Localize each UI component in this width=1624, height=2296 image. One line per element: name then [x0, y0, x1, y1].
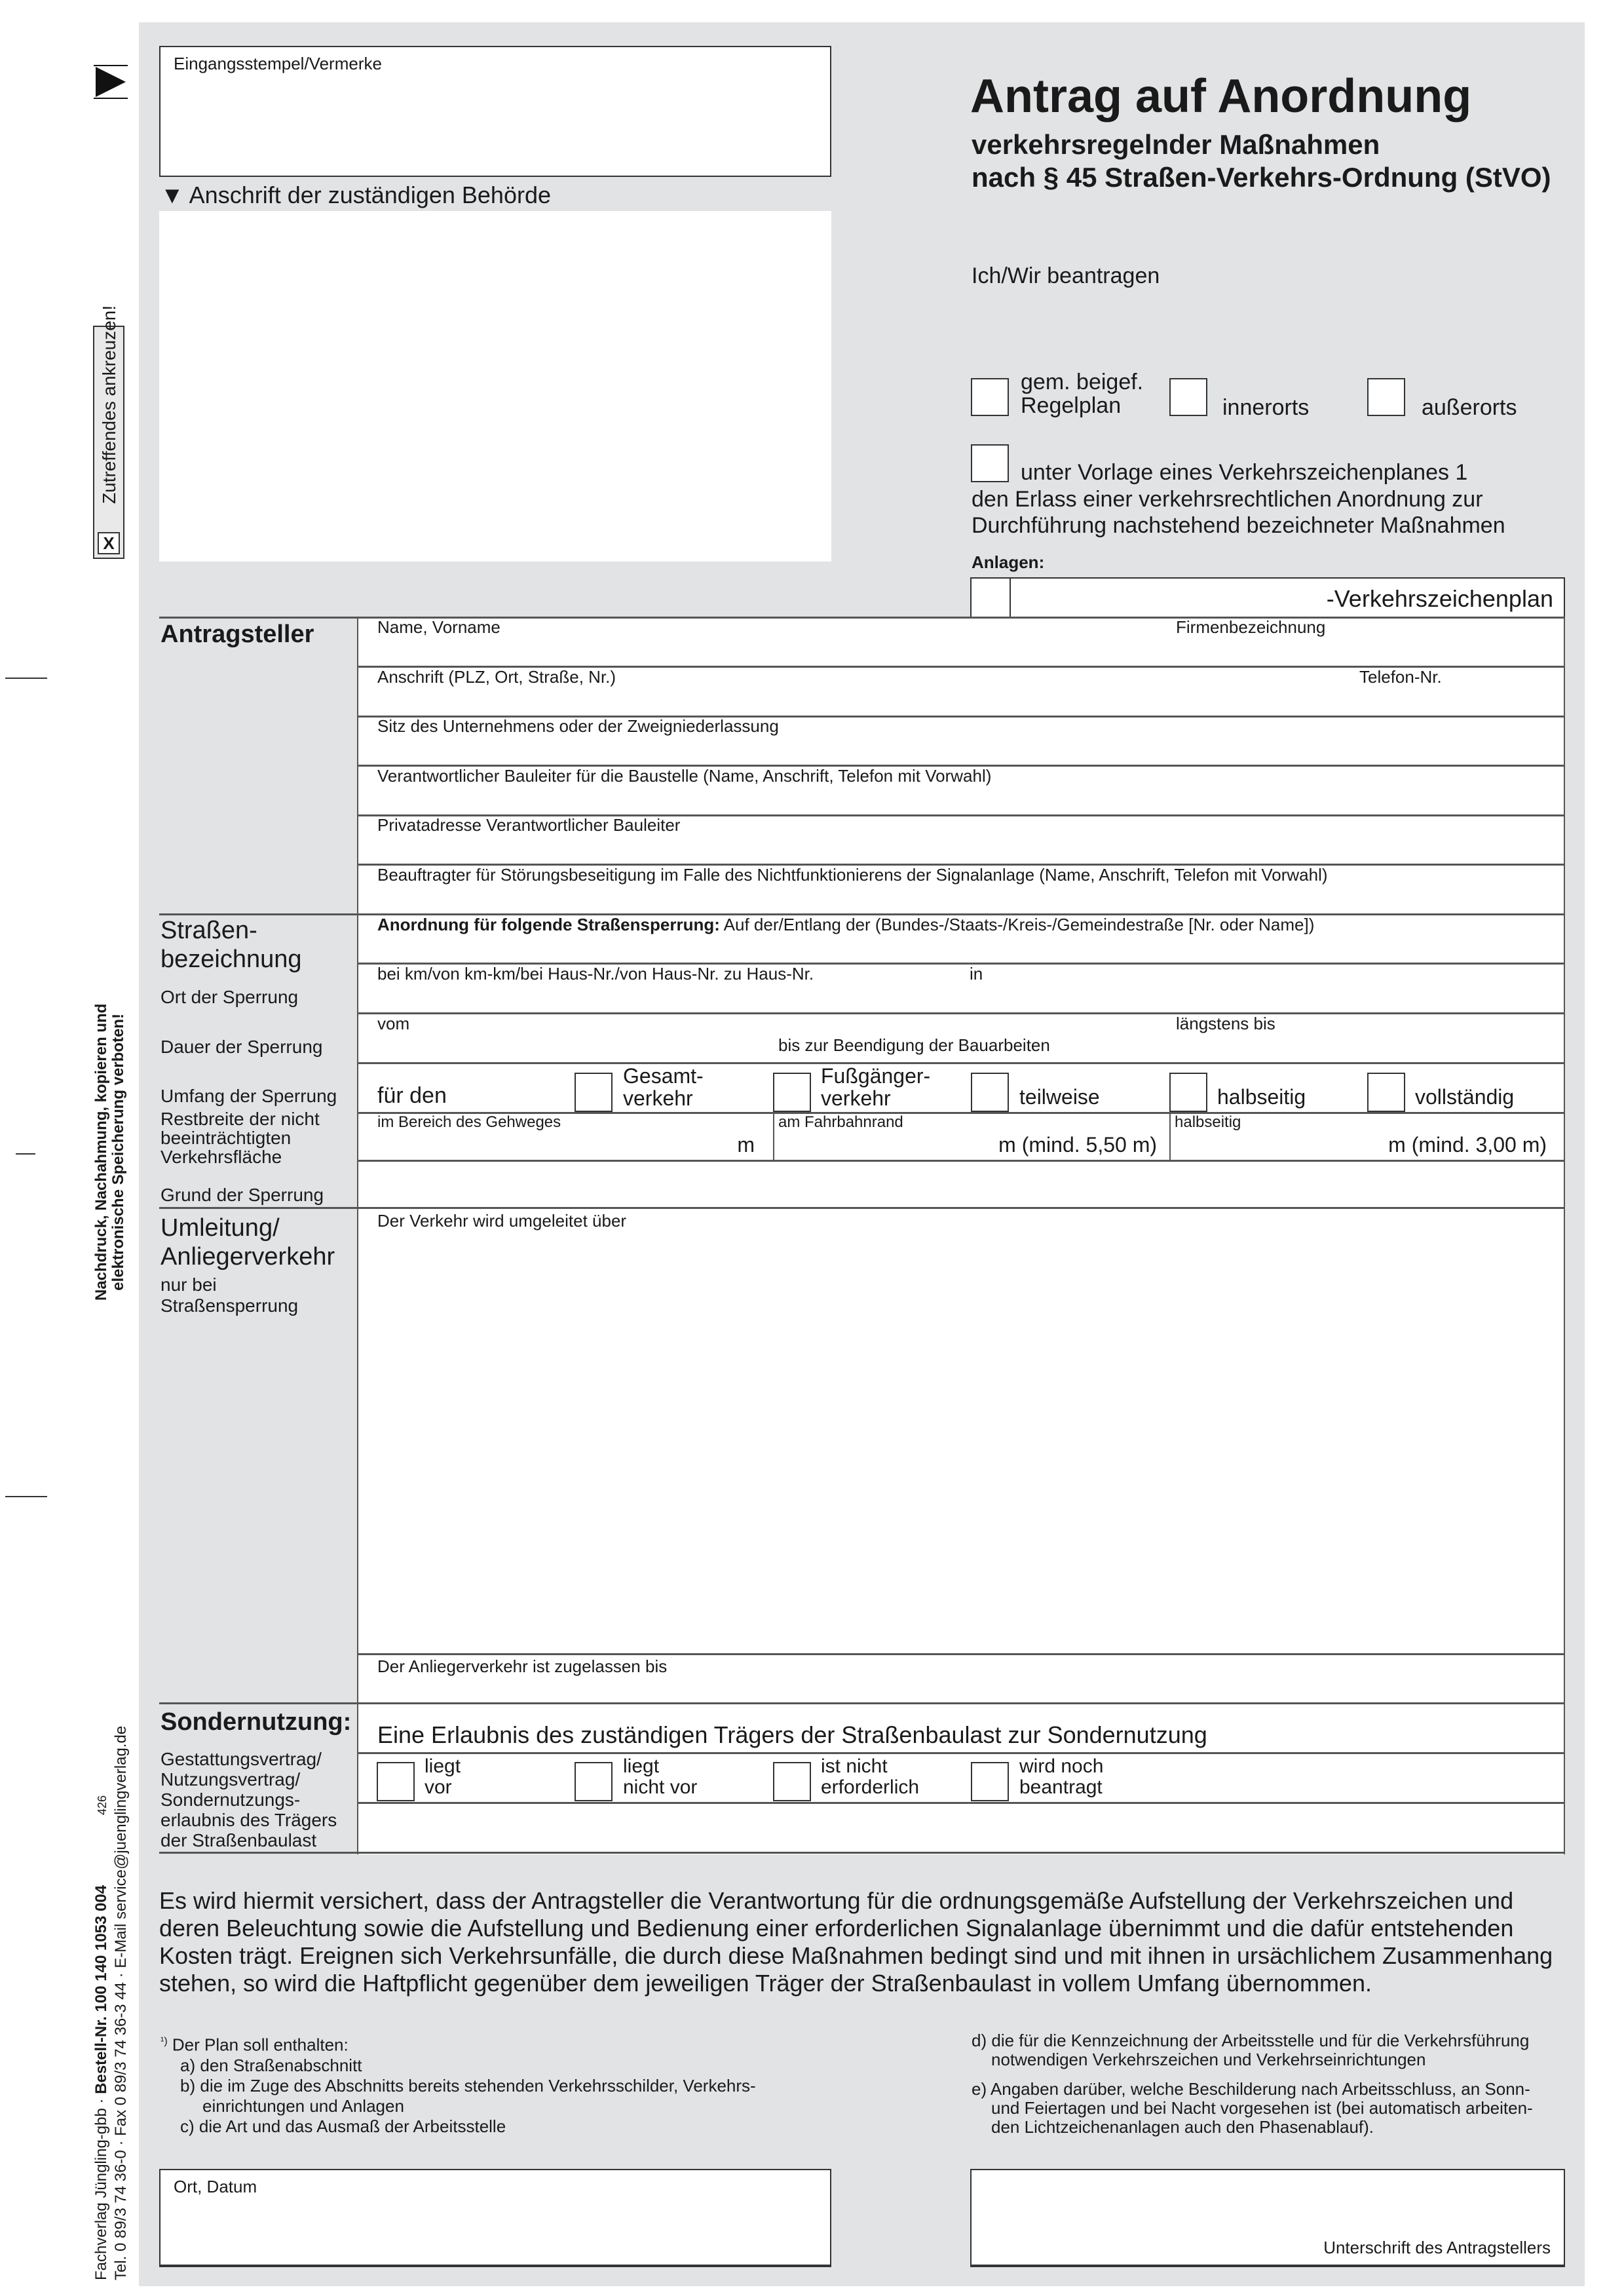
halbseitig-checkbox[interactable] [1169, 1073, 1207, 1112]
field-laengstens-bis[interactable] [1176, 1014, 1556, 1061]
label-line: erlaubnis des Trägers [161, 1810, 337, 1830]
row-divider [159, 1207, 1565, 1209]
stamp-box[interactable] [159, 46, 831, 177]
order-number: Bestell-Nr. 100 140 1053 004 [92, 1885, 110, 2094]
publisher-name: Fachverlag Jüngling-gbb · [92, 2094, 110, 2280]
label: im Bereich des Gehweges [377, 1113, 561, 1131]
signature-field[interactable] [970, 2169, 1565, 2267]
label: am Fahrbahnrand [778, 1113, 903, 1131]
item-marker: b) [180, 2075, 196, 2095]
label-nur-bei [161, 1274, 298, 1316]
footnote-item-cont: einrichtungen und Anlagen [202, 2095, 404, 2116]
ankreuzen-hint [93, 305, 124, 559]
field-restbreite-fahrbahn[interactable] [778, 1113, 1165, 1159]
sondernutzung-heading: Eine Erlaubnis des zuständigen Trägers der Straßenbaulast zur Sondernutzung [377, 1721, 1207, 1748]
teilweise-label: teilweise [1019, 1085, 1100, 1109]
row-divider [357, 1653, 1565, 1655]
label-line: bezeichnung [161, 946, 302, 973]
vorlage-checkbox[interactable] [971, 444, 1009, 482]
subtitle-line: verkehrsregelnder Maßnahmen [972, 129, 1380, 160]
subtitle [972, 128, 1551, 194]
item-marker: c) [180, 2116, 195, 2136]
vorlage-label: unter Vorlage eines Verkehrszeichenplanes 1 [1021, 460, 1468, 485]
field-beauftragter[interactable] [377, 865, 1557, 913]
label-line: wird noch [1019, 1755, 1104, 1777]
field-telefon[interactable] [1359, 667, 1556, 716]
authority-label-text: Anschrift der zuständigen Behörde [189, 182, 551, 208]
label-line: der Straßenbaulast [161, 1830, 317, 1850]
field-anlieger[interactable] [377, 1656, 1557, 1701]
field-anlieger-label: Der Anliegerverkehr ist zugelassen bis [377, 1656, 668, 1676]
label-line: verkehr [821, 1086, 891, 1110]
field-sitz[interactable] [377, 716, 1557, 765]
footnote-intro: Der Plan soll enthalten: [172, 2035, 349, 2055]
row-divider [357, 1752, 1565, 1754]
field-restbreite-halbseitig[interactable] [1175, 1113, 1561, 1159]
stamp-label: Eingangsstempel/Vermerke [174, 54, 382, 73]
footnote-item: Angaben darüber, welche Beschilderung nach Arbeitsschluss, an Sonn- [990, 2079, 1530, 2099]
footnote-item-cont: notwendigen Verkehrszeichen und Verkehrseinrichtungen [991, 2050, 1426, 2069]
field-firma[interactable] [1176, 617, 1556, 666]
label-line: erforderlich [821, 1776, 920, 1798]
anordnung-bold: Anordnung für folgende Straßensperrung: [377, 915, 720, 934]
label-restbreite [161, 1109, 320, 1166]
fold-mark [5, 678, 47, 679]
anordnung-rest: Auf der/Entlang der (Bundes-/Staats-/Kreis-/Gemeindestraße [Nr. oder Name]) [719, 915, 1315, 934]
wird-noch-beantragt-checkbox[interactable] [971, 1762, 1009, 1801]
declaration-line: stehen, so wird die Haftpflicht gegenüber dem jeweiligen Träger der Straßenbaulast in vollem Umfang übernommen. [159, 1970, 1372, 1997]
copyright-line: elektronische Speicherung verboten! [109, 1013, 127, 1291]
label-line: Sondernutzungs- [161, 1789, 301, 1810]
row-divider [159, 1702, 1565, 1704]
anlagen-checkbox[interactable] [972, 579, 1011, 617]
label-line: liegt [623, 1755, 660, 1777]
erlass-line: Durchführung nachstehend bezeichneter Maßnahmen [972, 513, 1505, 538]
copyright-line: Nachdruck, Nachahmung, kopieren und [92, 1003, 110, 1301]
label-strassenbezeichnung [161, 916, 302, 974]
liegt-vor-label [425, 1756, 461, 1798]
fold-mark [5, 1496, 47, 1497]
innerorts-checkbox[interactable] [1169, 378, 1207, 416]
ankreuzen-hint-text: Zutreffendes ankreuzen! [99, 305, 119, 504]
label-line: Nutzungsvertrag/ [161, 1769, 301, 1789]
field-sitz-label: Sitz des Unternehmens oder der Zweigniederlassung [377, 716, 779, 736]
label-line: liegt [425, 1755, 461, 1777]
footnote-item: die im Zuge des Abschnitts bereits stehenden Verkehrsschilder, Verkehrs- [200, 2075, 756, 2095]
label: halbseitig [1175, 1113, 1241, 1131]
footnotes-right [972, 2031, 1568, 2137]
label-line: Straßensperrung [161, 1295, 299, 1316]
publisher-contact: Tel. 0 89/3 74 36-0 · Fax 0 89/3 74 36-3 44 · E-Mail service@juenglingverlag.de [112, 1725, 130, 2280]
vollstaendig-checkbox[interactable] [1367, 1073, 1405, 1112]
field-privatadresse-label: Privatadresse Verantwortlicher Bauleiter [377, 815, 681, 835]
ort-datum-label: Ort, Datum [174, 2177, 257, 2196]
label-line: Gestattungsvertrag/ [161, 1749, 322, 1769]
liegt-vor-checkbox[interactable] [377, 1762, 415, 1801]
footnote-item-cont: den Lichtzeichenanlagen auch den Phasenablauf). [991, 2117, 1374, 2137]
field-ort-in-label: in [970, 964, 983, 984]
unit-m: m [737, 1133, 755, 1157]
field-umleitung[interactable] [377, 1211, 1557, 1650]
unit-min-300: m (mind. 3,00 m) [1388, 1133, 1547, 1157]
nicht-erforderlich-checkbox[interactable] [773, 1762, 811, 1801]
innerorts-label: innerorts [1222, 395, 1310, 420]
copyright-notice [93, 1004, 127, 1301]
authority-label [161, 182, 551, 209]
footnote-item: die Art und das Ausmaß der Arbeitsstelle [198, 2116, 506, 2136]
footnote-item: den Straßenabschnitt [200, 2055, 362, 2075]
fussgaengerverkehr-label [821, 1065, 930, 1109]
label-line: Fußgänger- [821, 1064, 931, 1088]
field-telefon-label: Telefon-Nr. [1359, 667, 1442, 687]
field-firma-label: Firmenbezeichnung [1176, 617, 1326, 637]
page-title: Antrag auf Anordnung [970, 70, 1472, 123]
field-bauleiter[interactable] [377, 766, 1557, 814]
row-divider [357, 1062, 1565, 1064]
gesamtverkehr-checkbox[interactable] [575, 1073, 613, 1112]
label-sondernutzung: Sondernutzung: [161, 1708, 352, 1736]
anlagen-item: -Verkehrszeichenplan [1326, 585, 1553, 612]
label-grund-der-sperrung: Grund der Sperrung [161, 1185, 324, 1205]
label-umfang-der-sperrung: Umfang der Sperrung [161, 1086, 337, 1106]
section-antragsteller: Antragsteller [161, 621, 314, 648]
field-sondernutzung-notes[interactable] [358, 1804, 1564, 1850]
signature-label: Unterschrift des Antragstellers [1323, 2238, 1551, 2257]
field-ort[interactable] [377, 964, 967, 1011]
label-line: ist nicht [821, 1755, 888, 1777]
subtitle-line: nach § 45 Straßen-Verkehrs-Ordnung (StVO) [972, 162, 1551, 193]
label-umleitung [161, 1214, 335, 1271]
footnote-item: die für die Kennzeichnung der Arbeitsstelle und für die Verkehrsführung [991, 2031, 1530, 2050]
label-line: nicht vor [623, 1776, 698, 1798]
bis-beendigung-text: bis zur Beendigung der Bauarbeiten [778, 1035, 1050, 1055]
declaration-text [159, 1887, 1568, 1997]
field-laengstens-label: längstens bis [1176, 1014, 1275, 1033]
footnotes-left [161, 2031, 829, 2137]
label-line: Restbreite der nicht [161, 1109, 320, 1129]
label-line: beeinträchtigten [161, 1128, 292, 1148]
field-ort-label: bei km/von km-km/bei Haus-Nr./von Haus-Nr. zu Haus-Nr. [377, 964, 814, 984]
fussgaengerverkehr-checkbox[interactable] [773, 1073, 811, 1112]
field-anordnung[interactable] [377, 915, 1557, 962]
intro-text: Ich/Wir beantragen [972, 263, 1160, 288]
field-ort-in[interactable] [970, 964, 1553, 1011]
field-name-label: Name, Vorname [377, 617, 500, 637]
punch-mark [16, 1153, 35, 1155]
declaration-line: Es wird hiermit versichert, dass der Antragsteller die Verantwortung für die ordnungsgemäße Aufstellung der Verkehrszeichen und [159, 1887, 1514, 1914]
regelplan-checkbox[interactable] [971, 378, 1009, 416]
field-bauleiter-label: Verantwortlicher Bauleiter für die Baustelle (Name, Anschrift, Telefon mit Vorwahl) [377, 766, 992, 786]
field-beauftragter-label: Beauftragter für Störungsbeseitigung im Falle des Nichtfunktionierens der Signalanlage (Name, Anschrift, Telefon mit Vorwahl) [377, 865, 1328, 885]
umfang-fuer-den: für den [377, 1083, 447, 1108]
label-ort-der-sperrung: Ort der Sperrung [161, 987, 299, 1007]
field-name[interactable] [377, 617, 1163, 666]
row-divider [159, 1852, 1565, 1854]
field-anschrift-label: Anschrift (PLZ, Ort, Straße, Nr.) [377, 667, 616, 687]
checked-box-sample: X [98, 532, 120, 554]
col-divider [1169, 1113, 1171, 1160]
field-grund[interactable] [358, 1161, 1564, 1206]
anlagen-box [970, 577, 1565, 619]
authority-address-box[interactable] [159, 211, 831, 562]
wird-noch-beantragt-label [1019, 1756, 1103, 1798]
item-marker: a) [180, 2055, 196, 2075]
regelplan-line: Regelplan [1021, 393, 1122, 418]
vollstaendig-label: vollständig [1415, 1085, 1515, 1109]
erlass-text [972, 486, 1505, 539]
label-line: Umleitung/ [161, 1214, 280, 1242]
field-umleitung-label: Der Verkehr wird umgeleitet über [377, 1211, 627, 1231]
form-code: 426 [96, 1795, 109, 1815]
label-line: Gesamt- [623, 1064, 704, 1088]
label-line: nur bei [161, 1274, 217, 1295]
halbseitig-label: halbseitig [1217, 1085, 1306, 1109]
label-sondernutzung-sub [161, 1749, 337, 1850]
item-marker: d) [972, 2031, 987, 2050]
liegt-nicht-vor-checkbox[interactable] [575, 1762, 613, 1801]
label-line: Anliegerverkehr [161, 1243, 335, 1271]
label-line: Straßen- [161, 917, 257, 944]
anlagen-label: Anlagen: [972, 552, 1045, 572]
label-line: Verkehrsfläche [161, 1147, 282, 1167]
label-line: beantragt [1019, 1776, 1103, 1798]
erlass-line: den Erlass einer verkehrsrechtlichen Anordnung zur [972, 487, 1483, 512]
field-privatadresse[interactable] [377, 815, 1557, 864]
footnote-marker: ¹) [161, 2036, 168, 2047]
field-restbreite-gehweg[interactable] [377, 1113, 764, 1159]
field-vom-label: vom [377, 1014, 410, 1033]
fold-arrow-icon [94, 65, 128, 99]
nicht-erforderlich-label [821, 1756, 919, 1798]
regelplan-line: gem. beigef. [1021, 370, 1144, 394]
regelplan-label [1021, 370, 1143, 417]
ausserorts-checkbox[interactable] [1367, 378, 1405, 416]
liegt-nicht-vor-label [623, 1756, 697, 1798]
label-line: vor [425, 1776, 452, 1798]
declaration-line: deren Beleuchtung sowie die Aufstellung und Bedienung einer erforderlichen Signalanlage übernimmt und die dafür entstehenden [159, 1915, 1514, 1942]
teilweise-checkbox[interactable] [971, 1073, 1009, 1112]
unit-min-550: m (mind. 5,50 m) [998, 1133, 1157, 1157]
col-divider [773, 1113, 774, 1160]
footnote-item-cont: und Feiertagen und bei Nacht vorgesehen ist (bei automatisch arbeiten- [991, 2098, 1533, 2118]
triangle-down-icon: ▼ [161, 182, 184, 208]
label-dauer-der-sperrung: Dauer der Sperrung [161, 1037, 323, 1057]
field-anschrift[interactable] [377, 667, 1294, 716]
ort-datum-field[interactable] [159, 2169, 831, 2267]
label-line: verkehr [623, 1086, 693, 1110]
gesamtverkehr-label [623, 1065, 704, 1109]
declaration-line: Kosten trägt. Ereignen sich Verkehrsunfälle, die durch diese Maßnahmen bedingt sind und mit ihnen in ursächlichem Zusammenhang [159, 1942, 1553, 1969]
ausserorts-label: außerorts [1422, 395, 1517, 420]
item-marker: e) [972, 2079, 987, 2099]
